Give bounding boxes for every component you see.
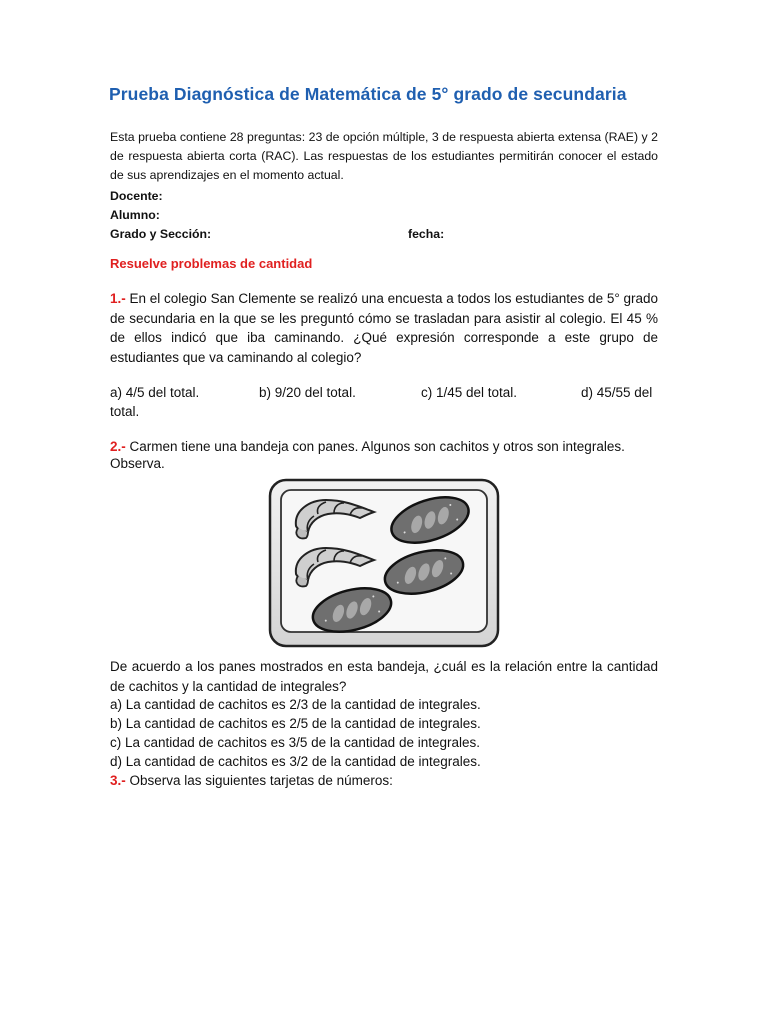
question-2-text: Carmen tiene una bandeja con panes. Algunos son cachitos y otros son integrales. xyxy=(125,439,625,454)
q2-option-a: a) La cantidad de cachitos es 2/3 de la cantidad de integrales. xyxy=(110,697,481,712)
question-2-prompt: De acuerdo a los panes mostrados en esta bandeja, ¿cuál es la relación entre la cantidad de cachitos y la cantidad de integrales? xyxy=(110,659,658,694)
q1-option-a: a) 4/5 del total. xyxy=(110,385,200,400)
question-3 xyxy=(110,773,393,788)
bread-tray-illustration xyxy=(268,478,500,648)
intro-paragraph: Esta prueba contiene 28 preguntas: 23 de opción múltiple, 3 de respuesta abierta extensa (RAE) y 2 de respuesta abierta corta (RAC). Las respuestas de los estudiantes permitirán conocer el estado de sus aprendizajes en el momento actual. xyxy=(110,130,658,182)
field-docente: Docente: xyxy=(110,189,163,203)
question-2-number: 2.- xyxy=(110,439,126,454)
bread-tray-image xyxy=(268,478,500,648)
section-title: Resuelve problemas de cantidad xyxy=(110,256,313,271)
q1-option-c: c) 1/45 del total. xyxy=(421,385,518,400)
field-grado-seccion: Grado y Sección: xyxy=(110,227,212,241)
field-fecha: fecha: xyxy=(408,227,445,241)
q1-option-b: b) 9/20 del total. xyxy=(259,385,356,400)
question-1 xyxy=(110,289,658,367)
q1-option-d: d) 45/55 del xyxy=(581,385,653,400)
field-alumno: Alumno: xyxy=(110,208,160,222)
question-3-number: 3.- xyxy=(110,773,126,788)
q2-option-b: b) La cantidad de cachitos es 2/5 de la cantidad de integrales. xyxy=(110,716,481,731)
question-1-text: En el colegio San Clemente se realizó una encuesta a todos los estudiantes de 5° grado de secundaria en la que se les preguntó cómo se trasladan para asistir al colegio. El 45 % de ellos indicó que iba caminando. ¿Qué expresión corresponde a este grupo de estudiantes que va caminando al colegio? xyxy=(110,291,659,365)
q2-option-d: d) La cantidad de cachitos es 3/2 de la cantidad de integrales. xyxy=(110,754,481,769)
question-2 xyxy=(110,439,625,454)
page-title: Prueba Diagnóstica de Matemática de 5° grado de secundaria xyxy=(109,84,627,104)
question-2-text-2: Observa. xyxy=(110,456,165,471)
question-3-text: Observa las siguientes tarjetas de números: xyxy=(125,773,393,788)
q1-option-d-cont: total. xyxy=(110,404,140,419)
q2-option-c: c) La cantidad de cachitos es 3/5 de la cantidad de integrales. xyxy=(110,735,480,750)
question-1-number: 1.- xyxy=(110,291,126,306)
